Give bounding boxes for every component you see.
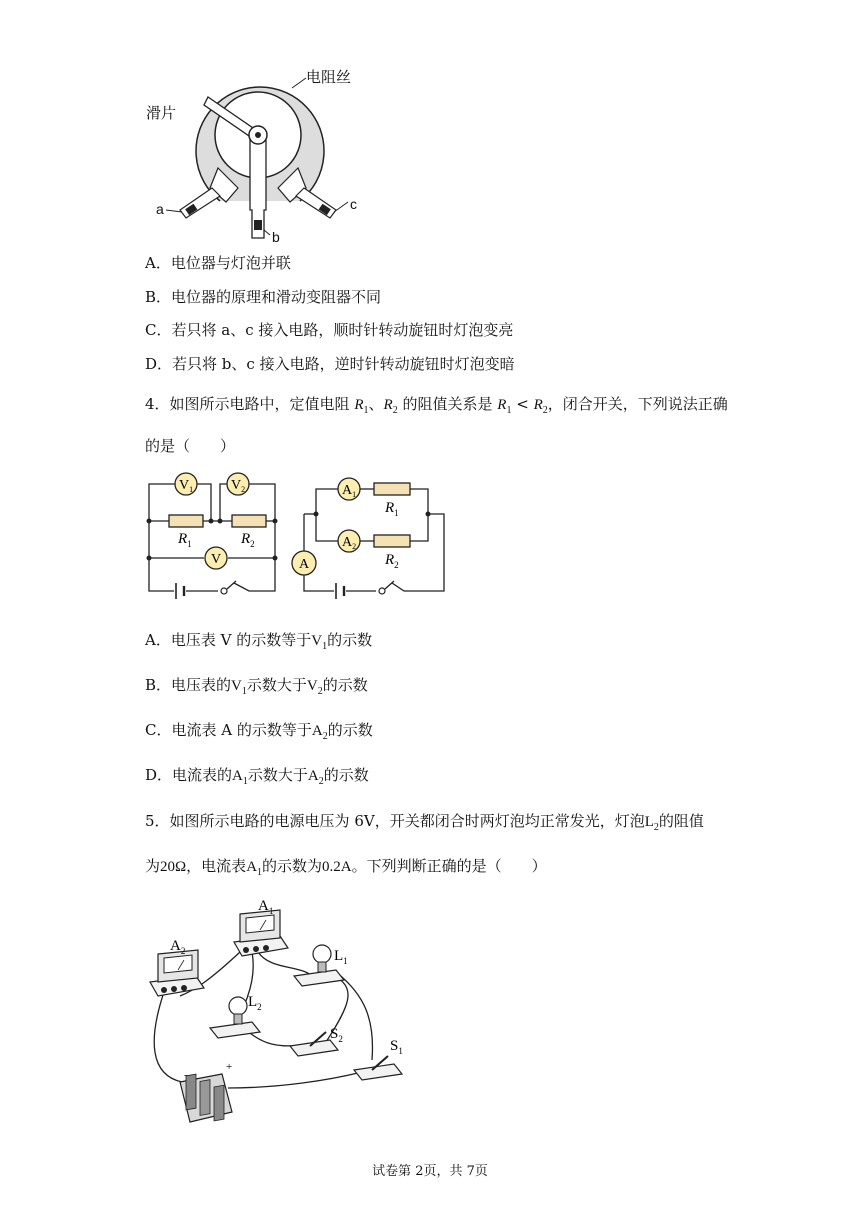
value-resistance: 20Ω [160, 859, 187, 875]
svg-text:S1 [390, 1038, 403, 1056]
label-r1-right: R [385, 500, 395, 516]
label-plus: + [226, 1061, 233, 1073]
option-key: B． [145, 288, 172, 306]
label-r1-left-sub: 1 [187, 539, 192, 549]
meter-v-letter: V [210, 552, 222, 567]
label-r1-left: R [178, 531, 188, 547]
label-s1: S [390, 1038, 399, 1054]
option-text: 电流表 A 的示数等于 [171, 721, 312, 739]
option-text: 若只将 a、c 接入电路，顺时针转动旋钮时灯泡变亮 [171, 321, 514, 339]
label-a1: A [258, 898, 269, 914]
svg-text:A1 [258, 898, 273, 916]
option-symbol: A [311, 723, 323, 739]
label-a2-sub: 2 [180, 946, 186, 956]
option-text: 示数大于 [247, 766, 308, 784]
symbol-r2 [383, 397, 398, 416]
relation-r1 [497, 397, 512, 416]
label-minus: - [184, 1069, 188, 1081]
q5-stem-line1 [145, 811, 704, 834]
meter-v2-sub: 2 [241, 485, 246, 494]
option-symbol: V [306, 678, 318, 694]
option-key: A． [145, 631, 171, 649]
option-key: A． [145, 254, 171, 272]
symbol-sub: 1 [257, 867, 263, 878]
label-a1-sub: 1 [268, 906, 274, 916]
symbol-sub: 1 [506, 405, 512, 416]
svg-text:L2 [248, 994, 262, 1012]
meter-a-letter: A [298, 557, 310, 572]
meter-a1-sub: 1 [352, 490, 357, 499]
resistor-r2-right [374, 535, 410, 547]
option-symbol-sub: 2 [322, 731, 328, 742]
label-terminal-c: c [350, 196, 357, 212]
ammeter-a2-device [150, 950, 204, 996]
resistor-r2-left [232, 515, 266, 527]
stem-text: 如图所示电路中，定值电阻 [169, 395, 350, 413]
label-r2-left: R [241, 531, 251, 547]
option-text: 的示数 [322, 676, 368, 694]
label-a2: A [170, 938, 181, 954]
option-text: 若只将 b、c 接入电路，逆时针转动旋钮时灯泡变暗 [172, 355, 515, 373]
stem-text: 的阻值关系是 [402, 395, 493, 413]
q4-stem-line1 [145, 394, 728, 417]
label-r2-left-sub: 2 [250, 539, 255, 549]
meter-a2-letter: A [341, 535, 353, 550]
label-slider: 滑片 [146, 105, 177, 122]
option-symbol: V [231, 678, 242, 694]
page-footer: 试卷第 2页，共 7页 [372, 1164, 488, 1179]
symbol-letter: A [246, 859, 258, 875]
option-text: 示数大于 [246, 676, 307, 694]
symbol-letter: R [533, 397, 543, 413]
switch-s1-device [354, 1056, 402, 1080]
option-text: 的示数 [327, 631, 373, 649]
label-resistance-wire: 电阻丝 [306, 69, 352, 86]
label-r2-right: R [385, 552, 395, 568]
option-text: 电压表 V 的示数等于 [170, 631, 312, 649]
q4-option-b [145, 675, 368, 698]
symbol-letter: R [383, 397, 393, 413]
option-text: 电位器的原理和滑动变阻器不同 [171, 288, 382, 306]
q3-option-a [145, 253, 291, 273]
svg-text:R2 [240, 531, 255, 549]
battery-pack-device [180, 1074, 232, 1122]
q3-option-c [145, 320, 513, 340]
label-s1-sub: 1 [398, 1046, 403, 1056]
q5-circuit-figure [140, 890, 430, 1135]
potentiometer-figure [140, 60, 380, 245]
stem-text: ，电流表 [186, 857, 247, 875]
resistor-r1-right [374, 483, 410, 495]
stem-sep: 、 [368, 395, 384, 413]
meter-a1-letter: A [341, 483, 353, 498]
question-number: 4． [145, 395, 170, 413]
q4-stem-line2: 的是（ ） [145, 437, 236, 455]
option-text: 的示数 [323, 766, 369, 784]
label-terminal-a: a [156, 201, 164, 217]
meter-v2-letter: V [230, 478, 242, 493]
stem-text: ，闭合开关，下列说法正确 [547, 395, 728, 413]
value-current: 0.2A [322, 859, 352, 875]
symbol-letter: R [497, 397, 507, 413]
symbol-r1 [354, 397, 369, 416]
relation-r2 [533, 397, 548, 416]
option-text: 电位器与灯泡并联 [170, 254, 291, 272]
label-l1-sub: 1 [343, 956, 348, 966]
svg-text:L1 [334, 948, 348, 966]
label-l2-sub: 2 [257, 1002, 262, 1012]
stem-text: 为 [145, 857, 161, 875]
option-symbol-sub: 1 [322, 641, 328, 652]
symbol-letter: R [354, 397, 364, 413]
option-symbol-sub: 2 [317, 686, 323, 697]
option-symbol: V [311, 633, 323, 649]
option-text: 电压表的 [171, 676, 232, 694]
q4-option-d [145, 765, 369, 788]
option-symbol-sub: 2 [318, 776, 324, 787]
symbol-sub: 1 [363, 405, 369, 416]
option-key: C． [145, 321, 172, 339]
option-text: 电流表的 [172, 766, 233, 784]
option-key: B． [145, 676, 172, 694]
meter-v1-letter: V [178, 478, 190, 493]
label-terminal-b: b [272, 229, 280, 245]
q3-option-b [145, 287, 381, 307]
option-symbol: A [307, 768, 319, 784]
svg-text:S2 [330, 1026, 343, 1044]
stem-text: 的阻值 [658, 812, 704, 830]
label-s2: S [330, 1026, 339, 1042]
q3-option-d [145, 354, 515, 374]
option-key: D． [145, 355, 173, 373]
label-s2-sub: 2 [338, 1034, 343, 1044]
question-number: 5． [145, 812, 170, 830]
relation-sign: < [511, 395, 534, 413]
option-symbol-sub: 1 [242, 776, 248, 787]
resistor-r1-left [169, 515, 203, 527]
symbol-sub: 2 [653, 822, 659, 833]
option-symbol-sub: 1 [241, 686, 247, 697]
svg-text:R1 [384, 500, 399, 518]
stem-text: 。下列判断正确的是（ ） [351, 857, 547, 875]
label-r2-right-sub: 2 [394, 560, 399, 570]
label-l1: L [334, 948, 344, 964]
option-key: C． [145, 721, 172, 739]
meter-a2-sub: 2 [352, 542, 357, 551]
option-key: D． [145, 766, 173, 784]
q5-stem-line2 [145, 856, 547, 879]
option-symbol: A [232, 768, 243, 784]
stem-text: 的示数为 [262, 857, 323, 875]
ammeter-a1-device [234, 910, 288, 956]
q4-circuit-figure [140, 465, 460, 605]
label-l2: L [248, 994, 258, 1010]
label-r1-right-sub: 1 [394, 508, 399, 518]
q4-option-a [145, 630, 372, 653]
option-text: 的示数 [327, 721, 373, 739]
symbol-sub: 2 [392, 405, 398, 416]
q4-option-c [145, 720, 373, 743]
svg-text:R2 [384, 552, 399, 570]
stem-text: 如图所示电路的电源电压为 6V，开关都闭合时两灯泡均正常发光，灯泡 [169, 812, 645, 830]
symbol-letter: L [644, 814, 654, 830]
meter-v1-sub: 1 [189, 485, 194, 494]
svg-text:A2 [170, 938, 185, 956]
svg-text:R1 [177, 531, 192, 549]
symbol-sub: 2 [542, 405, 548, 416]
